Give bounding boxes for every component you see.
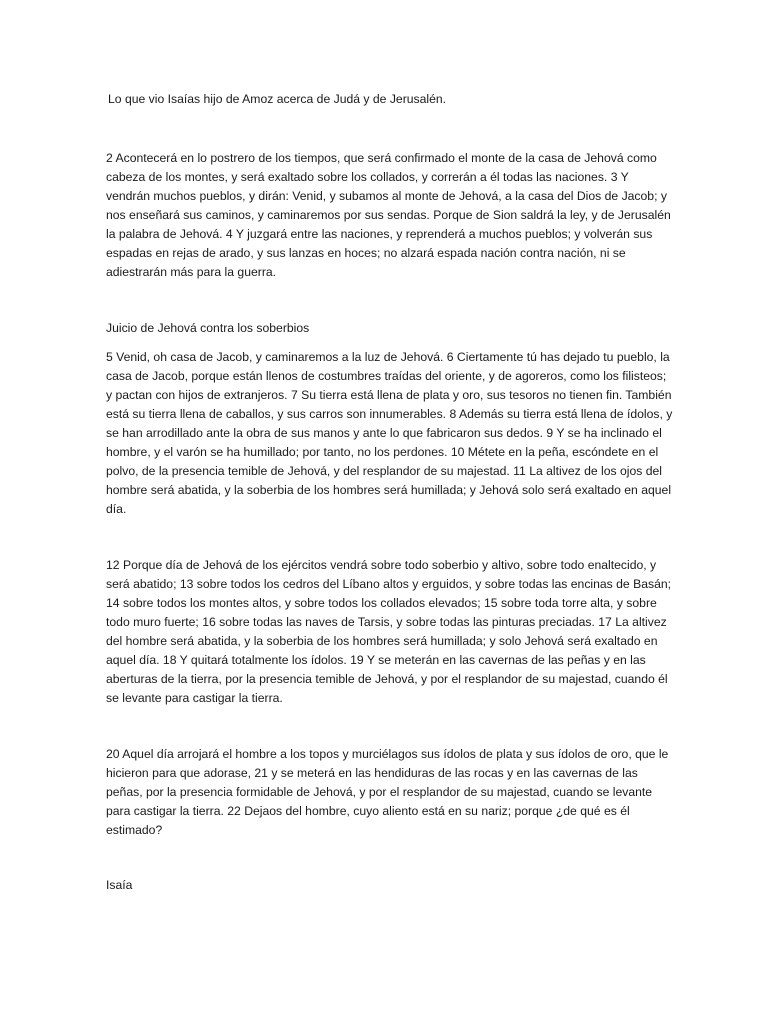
paragraph-verses-12-19: 12 Porque día de Jehová de los ejércitos vendrá sobre todo soberbio y altivo, sobre todo enaltecido, y será abatido; 13 sobre todos los cedros del Líbano altos y erguidos, y sobre todas las encinas de Basán; 14 sobre todos los montes altos, y sobre todos los collados elevados; 15 sobre toda torre alta, y sobre todo muro fuerte; 16 sobre todas las naves de Tarsis, y sobre todas las pinturas preciadas. 17 La altivez del hombre será abatida, y la soberbia de los hombres será humillada; y solo Jehová será exaltado en aquel día. 18 Y quitará totalmente los ídolos. 19 Y se meterán en las cavernas de las peñas y en las aberturas de la tierra, por la presencia temible de Jehová, y por el resplandor de su majestad, cuando él se levante para castigar la tierra.: [106, 558, 672, 705]
closing-word: Isaía: [106, 878, 133, 892]
paragraph-verses-2-4: 2 Acontecerá en lo postrero de los tiempos, que será confirmado el monte de la casa de Jehová como cabeza de los montes, y será exaltado sobre los collados, y correrán a él todas las naciones. 3 Y vendrán muchos pueblos, y dirán: Venid, y subamos al monte de Jehová, a la casa del Dios de Jacob; y nos enseñará sus caminos, y caminaremos por sus sendas. Porque de Sion saldrá la ley, y de Jerusalén la palabra de Jehová. 4 Y juzgará entre las naciones, y reprenderá a muchos pueblos; y volverán sus espadas en rejas de arado, y sus lanzas en hoces; no alzará espada nación contra nación, ni se adiestrarán más para la guerra.: [106, 151, 671, 279]
paragraph-verses-20-22: 20 Aquel día arrojará el hombre a los topos y murciélagos sus ídolos de plata y sus ídolos de oro, que le hicieron para que adorase, 21 y se meterá en las hendiduras de las rocas y en las cavernas de las peñas, por la presencia formidable de Jehová, y por el resplandor de su majestad, cuando se levante para castigar la tierra. 22 Dejaos del hombre, cuyo aliento está en su nariz; porque ¿de qué es él estimado?: [106, 747, 669, 837]
intro-line: Lo que vio Isaías hijo de Amoz acerca de Judá y de Jerusalén.: [108, 92, 447, 106]
paragraph-verses-5-11: 5 Venid, oh casa de Jacob, y caminaremos a la luz de Jehová. 6 Ciertamente tú has dejado tu pueblo, la casa de Jacob, porque están llenos de costumbres traídas del oriente, y de agoreros, como los filisteos; y pactan con hijos de extranjeros. 7 Su tierra está llena de plata y oro, sus tesoros no tienen fin. También está su tierra llena de caballos, y sus carros son innumerables. 8 Además su tierra está llena de ídolos, y se han arrodillado ante la obra de sus manos y ante lo que fabricaron sus dedos. 9 Y se ha inclinado el hombre, y el varón se ha humillado; por tanto, no los perdones. 10 Métete en la peña, escóndete en el polvo, de la presencia temible de Jehová, y del resplandor de su majestad. 11 La altivez de los ojos del hombre será abatida, y la soberbia de los hombres será humillada; y Jehová solo será exaltado en aquel día.: [106, 350, 673, 516]
section-heading: Juicio de Jehová contra los soberbios: [106, 321, 310, 335]
